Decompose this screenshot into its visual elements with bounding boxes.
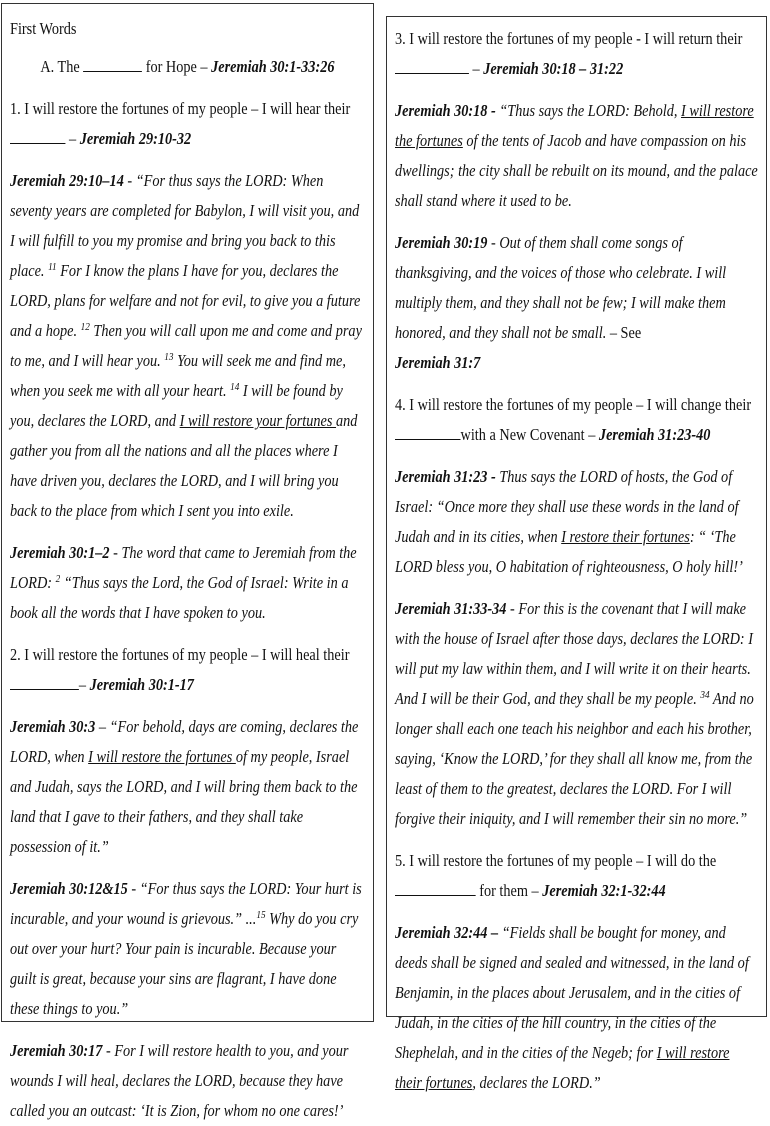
scripture-reference: Jeremiah 29:10–14 — [10, 171, 124, 190]
scripture-reference: Jeremiah 30:18 – 31:22 — [483, 59, 624, 78]
point-text: 4. I will restore the fortunes of my people – I will change their — [395, 395, 752, 414]
scripture-passage — [10, 1036, 365, 1126]
passage-text: - “For thus says the LORD: Your hurt is incurable, and your wound is grievous.” ... — [10, 879, 362, 928]
scripture-passage — [395, 96, 758, 216]
scripture-reference: Jeremiah 29:10-32 — [79, 129, 192, 148]
outline-point-3 — [395, 24, 758, 84]
right-column — [386, 16, 767, 1092]
scripture-reference: Jeremiah 30:1–2 — [10, 543, 110, 562]
dash: – — [472, 59, 480, 78]
passage-text: And no longer shall each one teach his neighbor and each his brother, saying, ‘Know the LORD,’ for they shall all know me, from the least of them to the greatest, declares the LORD. For I will forgive their iniquity, and I will remember their sin no more.” — [395, 689, 754, 828]
underlined-phrase: I will restore their fortunes — [395, 1043, 730, 1092]
scripture-reference: Jeremiah 30:1-33:26 — [211, 57, 335, 76]
passage-text: “Thus says the LORD: Behold, — [495, 101, 681, 120]
dash: – — [69, 129, 77, 148]
passage-text: “Thus says the Lord, the God of Israel: Write in a book all the words that I have spoken to you. — [10, 573, 349, 622]
scripture-passage — [395, 228, 758, 378]
passage-text: of my people, Israel and Judah, says the LORD, and I will bring them back to the land that I gave to their fathers, and they shall take possession of it.” — [10, 747, 358, 856]
fill-in-blank — [83, 53, 142, 72]
verse-number: 2 — [55, 573, 61, 585]
dash: – — [78, 675, 87, 694]
scripture-passage — [395, 594, 758, 834]
fill-in-blank — [10, 125, 65, 144]
scripture-reference: Jeremiah 31:7 — [395, 353, 481, 372]
passage-text: - “For thus says the LORD: When seventy years are completed for Babylon, I will visit you, and I will fulfill to you my promise and bring you back to this place. — [10, 171, 360, 280]
scripture-passage — [10, 538, 365, 628]
fill-in-blank — [395, 55, 469, 74]
verse-number: 11 — [48, 261, 57, 273]
underlined-phrase: I will restore the fortunes — [395, 101, 754, 150]
scripture-reference: Jeremiah 32:44 – — [395, 923, 499, 942]
passage-text: - The word that came to Jeremiah from the LORD: — [10, 543, 357, 592]
scripture-reference: Jeremiah 31:33-34 — [395, 599, 507, 618]
scripture-reference: Jeremiah 30:12&15 — [10, 879, 128, 898]
fill-in-blank — [395, 421, 461, 440]
passage-text: Then you will call upon me and come and pray to me, and I will hear you. — [10, 321, 362, 370]
passage-text: I will be found by you, declares the LORD, and — [10, 381, 343, 430]
left-column — [1, 3, 374, 1120]
document-header: First Words — [10, 19, 77, 38]
outline-point-2 — [10, 640, 365, 700]
scripture-passage — [395, 462, 758, 582]
point-text: 3. I will restore the fortunes of my people - I will return their — [395, 29, 743, 48]
passage-text: and gather you from all the nations and all the places where I have driven you, declares the LORD, and I will bring you back to the place from which I sent you into exile. — [10, 411, 358, 520]
fill-in-blank — [10, 671, 79, 690]
scripture-passage — [395, 918, 758, 1098]
outline-a-suffix: for Hope – — [145, 57, 208, 76]
scripture-reference: Jeremiah 32:1-32:44 — [542, 881, 666, 900]
fill-in-blank — [395, 877, 476, 896]
verse-number: 12 — [80, 321, 90, 333]
scripture-reference: Jeremiah 30:17 — [10, 1041, 103, 1060]
point-text: 2. I will restore the fortunes of my people – I will heal their — [10, 645, 350, 664]
scripture-reference: Jeremiah 31:23 - — [395, 467, 496, 486]
underlined-phrase: I will restore your fortunes — [179, 411, 337, 430]
scripture-reference: Jeremiah 31:23-40 — [598, 425, 711, 444]
passage-text: For I know the plans I have for you, declares the LORD, plans for welfare and not for evil, to give you a future and a hope. — [10, 261, 361, 340]
verse-number: 15 — [256, 909, 266, 921]
outline-point-1 — [10, 94, 365, 154]
scripture-reference: Jeremiah 30:3 — [10, 717, 96, 736]
scripture-passage — [10, 712, 365, 862]
see-also: – See — [609, 323, 642, 342]
outline-point-4 — [395, 390, 758, 450]
passage-text: “Fields shall be bought for money, and deeds shall be signed and sealed and witnessed, in the land of Benjamin, in the places about Jerusalem, and in the cities of Judah, in the cities of the hill country, in the cities of the Shephelah, and in the cities of the Negeb; for — [395, 923, 749, 1062]
outline-point-5 — [395, 846, 758, 906]
scripture-reference: Jeremiah 30:19 — [395, 233, 488, 252]
passage-text: Thus says the LORD of hosts, the God of Israel: “Once more they shall use these words in the land of Judah and in its cities, when — [395, 467, 739, 546]
underlined-phrase: I will restore the fortunes — [88, 747, 236, 766]
scripture-reference: Jeremiah 30:1-17 — [89, 675, 194, 694]
verse-number: 14 — [230, 381, 240, 393]
passage-text: You will seek me and find me, when you seek me with all your heart. — [10, 351, 346, 400]
verse-number: 13 — [164, 351, 174, 363]
passage-text: - For this is the covenant that I will make with the house of Israel after those days, declares the LORD: I will put my law within them, and I will write it on their hearts. And I will be their God, and they shall be my people. — [395, 599, 754, 708]
point-suffix: for them – — [479, 881, 539, 900]
passage-text: of the tents of Jacob and have compassion on his dwellings; the city shall be rebuilt on its mound, and the palace shall stand where it used to be. — [395, 131, 758, 210]
scripture-passage — [10, 166, 365, 526]
point-text: 1. I will restore the fortunes of my people – I will hear their — [10, 99, 351, 118]
point-suffix: with a New Covenant – — [460, 425, 596, 444]
outline-a-prefix: A. The — [40, 57, 80, 76]
outline-heading-a — [10, 52, 365, 82]
point-text: 5. I will restore the fortunes of my people – I will do the — [395, 851, 717, 870]
passage-text: : “ ‘The LORD bless you, O habitation of righteousness, O holy hill!’ — [395, 527, 743, 576]
passage-text: – “For behold, days are coming, declares the LORD, when — [10, 717, 359, 766]
verse-number: 34 — [700, 689, 710, 701]
passage-text: , declares the LORD.” — [472, 1073, 601, 1092]
underlined-phrase: I restore their fortunes — [561, 527, 690, 546]
passage-text: - For I will restore health to you, and your wounds I will heal, declares the LORD, because they have called you an outcast: ‘It is Zion, for whom no one cares!’ — [10, 1041, 349, 1120]
passage-text: Why do you cry out over your hurt? Your pain is incurable. Because your guilt is great, because your sins are flagrant, I have done these things to you.” — [10, 909, 359, 1018]
passage-text: - Out of them shall come songs of thanksgiving, and the voices of those who celebrate. I will multiply them, and they shall not be few; I will make them honored, and they shall not be small. — [395, 233, 727, 342]
scripture-passage — [10, 874, 365, 1024]
scripture-reference: Jeremiah 30:18 - — [395, 101, 496, 120]
